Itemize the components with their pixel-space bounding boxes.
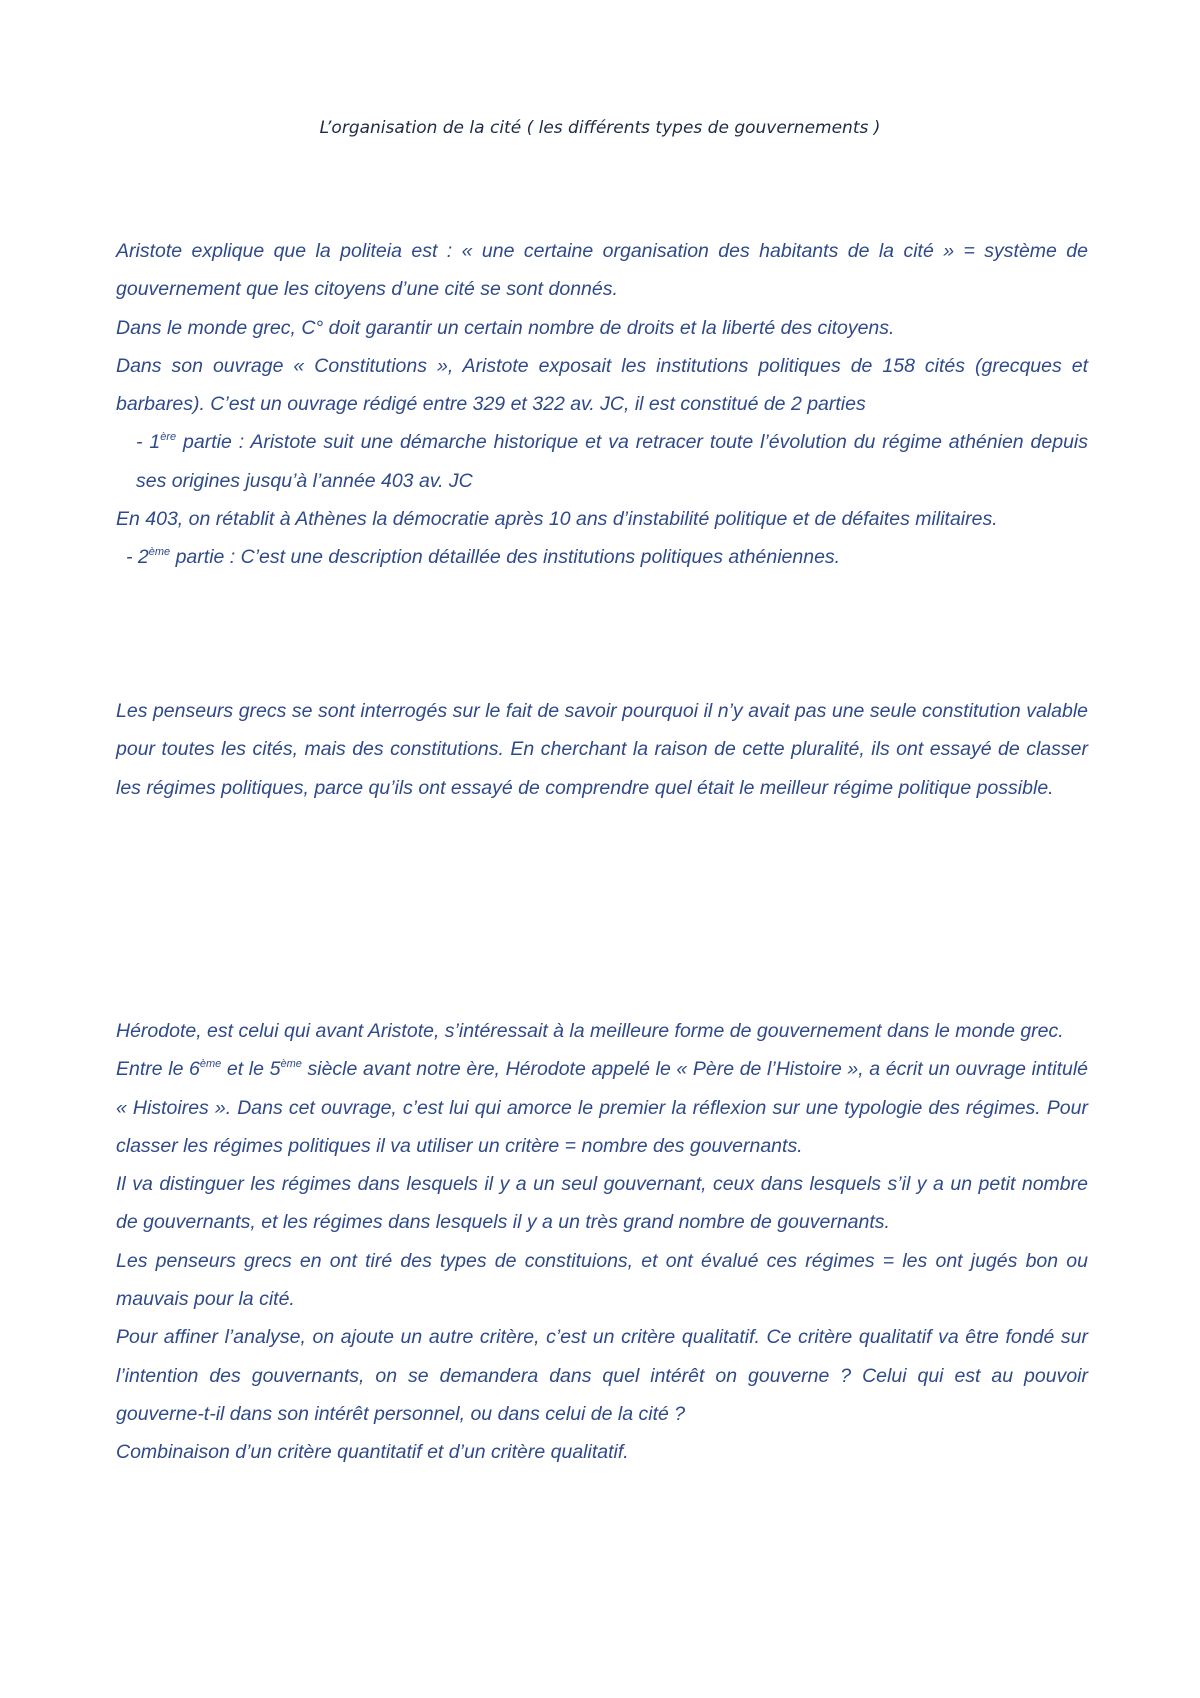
paragraph: Les penseurs grecs se sont interrogés sur le fait de savoir pourquoi il n’y avait pas une seule constitution valable pour toutes les cités, mais des constitutions. En cherchant la raison de cette pluralité, ils ont essayé de classer les régimes politiques, parce qu’ils ont essayé de comprendre quel était le meilleur régime politique possible. <box>116 700 1088 799</box>
list-item-text: partie : C’est une description détaillée des institutions politiques athéniennes. <box>170 546 841 569</box>
section-penseurs <box>116 692 1088 807</box>
list-item-part-1 <box>116 423 1088 500</box>
paragraph: Dans le monde grec, C° doit garantir un certain nombre de droits et la liberté des citoyens. <box>116 316 895 339</box>
document-title: L’organisation de la cité ( les différents types de gouvernements ) <box>319 118 881 138</box>
paragraph: Aristote explique que la politeia est : « une certaine organisation des habitants de la cité » = système de gouvernement que les citoyens d’une cité se sont donnés. <box>116 240 1088 301</box>
ordinal-suffix: ème <box>280 1058 302 1071</box>
paragraph: En 403, on rétablit à Athènes la démocratie après 10 ans d’instabilité politique et de défaites militaires. <box>116 508 998 531</box>
paragraph <box>116 1050 1088 1165</box>
list-item-text: partie : Aristote suit une démarche historique et va retracer toute l’évolution du régime athénien depuis ses origines jusqu’à l’année 403 av. JC <box>136 431 1088 492</box>
paragraph: Dans son ouvrage « Constitutions », Aristote exposait les institutions politiques de 158 cités (grecques et barbares). C’est un ouvrage rédigé entre 329 et 322 av. JC, il est constitué de 2 parties <box>116 354 1088 416</box>
ordinal-suffix: ère <box>160 431 177 444</box>
section-politeia <box>116 232 1088 577</box>
section-herodote <box>116 1012 1088 1472</box>
list-item-prefix: - 2 <box>126 546 149 569</box>
list-item-part-2 <box>116 538 1088 576</box>
ordinal-suffix: ème <box>199 1058 222 1071</box>
paragraph: Il va distinguer les régimes dans lesquels il y a un seul gouvernant, ceux dans lesquels s’il y a un petit nombre de gouvernants, et les régimes dans lesquels il y a un très grand nombre de gouvernants. <box>116 1173 1088 1234</box>
text-run: et le 5 <box>221 1058 281 1081</box>
paragraph: Les penseurs grecs en ont tiré des types de constituions, et ont évalué ces régimes = les ont jugés bon ou mauvais pour la cité. <box>116 1249 1088 1311</box>
ordinal-suffix: ème <box>148 546 171 559</box>
text-run: Entre le 6 <box>116 1058 200 1081</box>
paragraph: Hérodote, est celui qui avant Aristote, s’intéressait à la meilleure forme de gouvernement dans le monde grec. <box>116 1020 1064 1042</box>
paragraph: Combinaison d’un critère quantitatif et d’un critère qualitatif. <box>116 1441 629 1464</box>
list-item-prefix: - 1 <box>136 431 161 454</box>
text-run: siècle avant notre ère, Hérodote appelé le « Père de l’Histoire », a écrit un ouvrage intitulé « Histoires ». Dans cet ouvrage, c’est lui qui amorce le premier la réflexion sur une typologie des régimes. Pour classer les régimes politiques il va utiliser un critère = nombre des gouvernants. <box>116 1058 1089 1157</box>
paragraph: Pour affiner l’analyse, on ajoute un autre critère, c’est un critère qualitatif. Ce critère qualitatif va être fondé sur l’intention des gouvernants, on se demandera dans quel intérêt on gouverne ? Celui qui est au pouvoir gouverne-t-il dans son intérêt personnel, ou dans celui de la cité ? <box>116 1326 1088 1425</box>
